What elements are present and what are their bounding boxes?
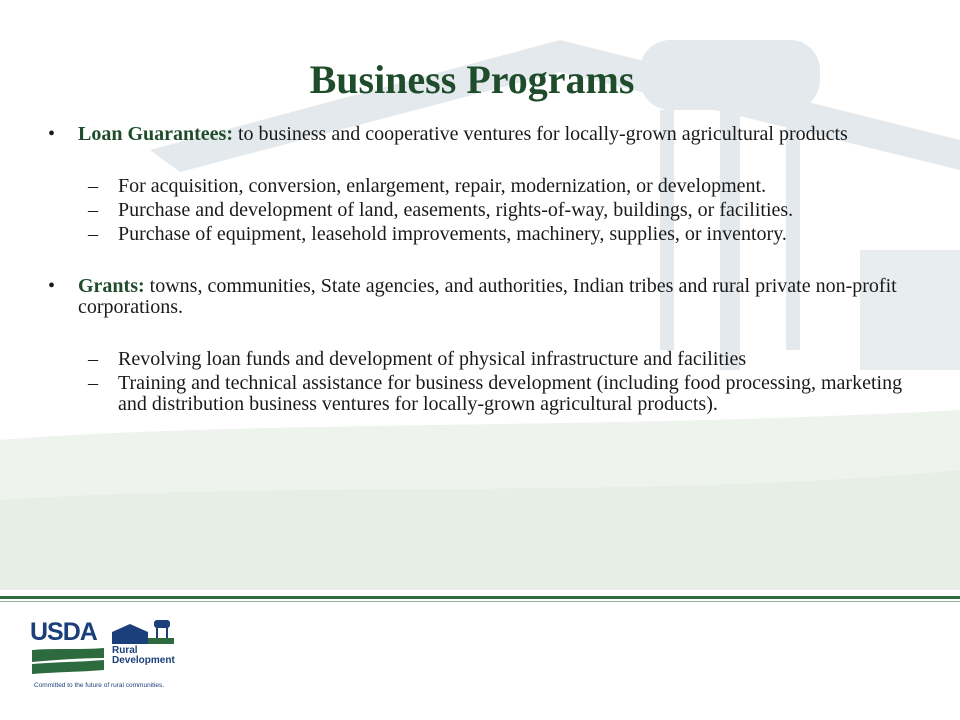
bullet-dot: •: [48, 275, 56, 297]
usda-rural-development-logo: [30, 616, 190, 696]
logo-tagline: Committed to the future of rural communities.: [34, 682, 165, 689]
subitem-dash: –: [88, 348, 98, 370]
subitem: [88, 176, 928, 197]
subitem-dash: –: [88, 372, 98, 394]
bullet-text: [78, 124, 928, 145]
subitem-text: For acquisition, conversion, enlargement, repair, modernization, or development.: [118, 175, 767, 197]
bullet-body: to business and cooperative ventures for locally-grown agricultural products: [233, 123, 848, 145]
subitem: [88, 224, 928, 245]
subitem-text: Purchase of equipment, leasehold improvements, machinery, supplies, or inventory.: [118, 223, 787, 245]
subitem-dash: –: [88, 199, 98, 221]
subitem: [88, 373, 928, 415]
logo-rural-development: [112, 646, 175, 666]
logo-usda-text: USDA: [30, 618, 97, 646]
slide-title: Business Programs: [309, 57, 635, 102]
footer-divider-thin: [0, 601, 960, 602]
bullet-lead: Loan Guarantees:: [78, 123, 233, 145]
bullet-loan-guarantees: [48, 124, 928, 145]
logo-rural-text: Rural: [112, 645, 138, 656]
bullet-body: towns, communities, State agencies, and authorities, Indian tribes and rural private non-profit corporations.: [78, 275, 897, 318]
logo-development-text: Development: [112, 655, 175, 666]
subitem: [88, 200, 928, 221]
slide-content: [48, 124, 928, 415]
subitem-dash: –: [88, 175, 98, 197]
subitem-text: Training and technical assistance for business development (including food processing, marketing and distribution business ventures for locally-grown agricultural products).: [118, 372, 903, 415]
subitem-dash: –: [88, 223, 98, 245]
bullet-dot: •: [48, 123, 56, 145]
subitem: [88, 349, 928, 370]
bullet-text: [78, 276, 928, 318]
footer-divider: [0, 596, 960, 599]
subitem-text: Revolving loan funds and development of physical infrastructure and facilities: [118, 348, 747, 370]
bullet-grants: [48, 276, 928, 318]
subitem-text: Purchase and development of land, easements, rights-of-way, buildings, or facilities.: [118, 199, 794, 221]
bullet-lead: Grants:: [78, 275, 145, 297]
usda-swoosh-icon: [30, 646, 106, 674]
rural-development-barn-icon: [110, 618, 176, 646]
